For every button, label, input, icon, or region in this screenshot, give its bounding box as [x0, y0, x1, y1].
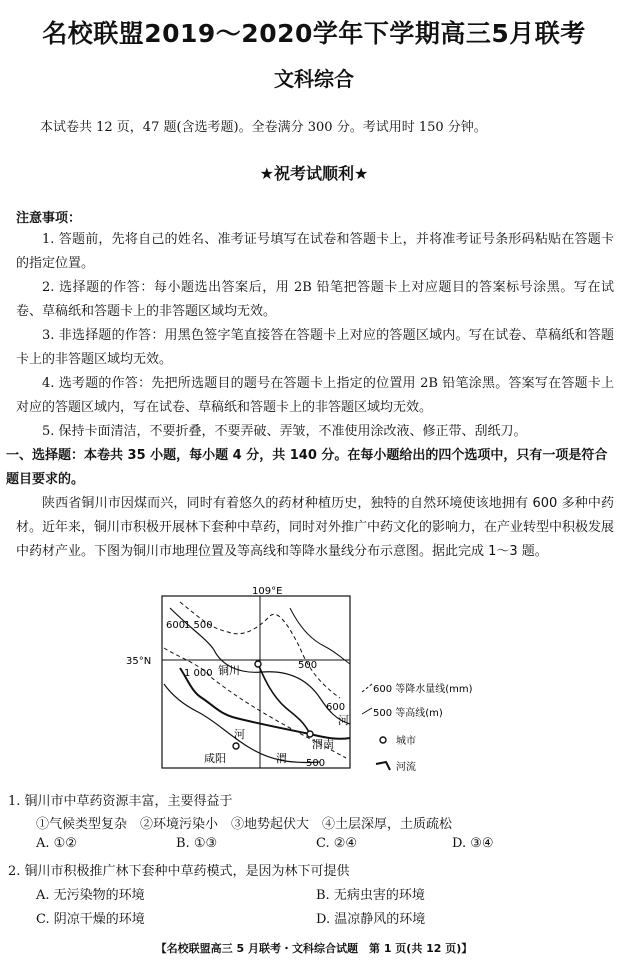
map-label-tongchuan: 铜川 [218, 664, 240, 677]
notice-item-5: 5. 保持卡面清洁，不要折叠，不要弄破、弄皱，不准使用涂改液、修正带、刮纸刀。 [42, 424, 527, 439]
notice-item-3: 3. 非选择题的作答：用黑色签字笔直接答在答题卡上对应的答题区域内。写在试卷、草稿纸和答题卡上的非答题区域均无效。 [16, 328, 614, 367]
page-footer: 【名校联盟高三 5 月联考・文科综合试题 第 1 页(共 12 页)】 [155, 942, 473, 955]
latitude-label: 35°N [126, 656, 152, 667]
legend-river: 河流 [396, 762, 416, 773]
map-label-xianyang: 咸阳 [204, 752, 226, 765]
legend-contour: 500 等高线(m) [373, 708, 443, 719]
question-1-statements: ①气候类型复杂 ②环境污染小 ③地势起伏大 ④土层深厚，土质疏松 [36, 817, 453, 832]
notice-heading: 注意事项： [16, 211, 82, 226]
city-xianyang-marker [233, 743, 239, 749]
question-1-option-c[interactable]: C. ②④ [316, 836, 358, 851]
map-label-500b: 500 [306, 758, 326, 769]
longitude-label: 109°E [252, 586, 283, 597]
map-label-he1: 河 [338, 714, 349, 727]
notice-item-2: 2. 选择题的作答：每小题选出答案后，用 2B 铅笔把答题卡上对应题目的答案标号涂黑。写在试卷、草稿纸和答题卡上的非答题区域均无效。 [16, 280, 614, 319]
legend-contour-symbol [362, 708, 372, 714]
map-label-1000: 1 000 [184, 668, 213, 679]
map-label-600a: 600 [166, 620, 186, 631]
map-label-wei: 渭 [276, 752, 287, 765]
exam-info: 本试卷共 12 页，47 题(含选考题)。全卷满分 300 分。考试用时 150 分钟。 [40, 120, 487, 135]
question-2-option-d[interactable]: D. 温凉静风的环境 [316, 912, 426, 927]
exam-title: 名校联盟2019～2020学年下学期高三5月联考 [42, 19, 586, 48]
reading-passage: 陕西省铜川市因煤而兴，同时有着悠久的药材种植历史，独特的自然环境使该地拥有 600 多种中药材。近年来，铜川市积极开展林下套种中草药，同时对外推广中药文化的影响力，在产业转型中积极发展中药材产业。下图为铜川市地理位置及等高线和等降水量线分布示意图。据此完成 1～3 题。 [16, 496, 615, 559]
city-tongchuan-marker [255, 661, 261, 667]
blessing: ★祝考试顺利★ [259, 164, 369, 183]
map-label-weinan: 渭南 [312, 738, 334, 751]
question-2-option-a[interactable]: A. 无污染物的环境 [36, 888, 145, 903]
map-label-1500: 1 500 [184, 620, 213, 631]
tongchuan-map [126, 586, 500, 778]
question-2-stem: 2. 铜川市积极推广林下套种中草药模式，是因为林下可提供 [8, 864, 350, 879]
legend-river-symbol [376, 762, 390, 770]
river-tributary [258, 664, 310, 734]
map-label-600b: 600 [326, 702, 346, 713]
legend-isohyet-symbol [362, 684, 372, 692]
question-2-option-b[interactable]: B. 无病虫害的环境 [316, 888, 425, 903]
question-1-option-a[interactable]: A. ①② [36, 836, 77, 851]
notice-item-4: 4. 选考题的作答：先把所选题目的题号在答题卡上指定的位置用 2B 铅笔涂黑。答案写在答题卡上对应的答题区域内，写在试卷、草稿纸和答题卡上的非答题区域均无效。 [16, 376, 614, 415]
exam-subtitle: 文科综合 [274, 67, 354, 91]
contour-line-c [290, 608, 350, 664]
section-heading: 一、选择题：本卷共 35 小题，每小题 4 分，共 140 分。在每小题给出的四个选项中，只有一项是符合题目要求的。 [6, 448, 608, 487]
question-1-option-b[interactable]: B. ①③ [176, 836, 218, 851]
question-1-stem: 1. 铜川市中草药资源丰富，主要得益于 [8, 794, 233, 809]
question-2-option-c[interactable]: C. 阴凉干燥的环境 [36, 912, 145, 927]
question-1-option-d[interactable]: D. ③④ [452, 836, 494, 851]
map-label-500a: 500 [298, 660, 318, 671]
legend-city-symbol [380, 737, 386, 743]
city-weinan-marker [307, 731, 313, 737]
legend-isohyet: 600 等降水量线(mm) [373, 684, 473, 695]
legend-city: 城市 [396, 736, 416, 747]
contour-line-b [164, 684, 320, 762]
map-label-he2: 河 [234, 728, 245, 741]
notice-item-1: 1. 答题前，先将自己的姓名、准考证号填写在试卷和答题卡上，并将准考证号条形码粘贴在答题卡的指定位置。 [16, 232, 614, 271]
